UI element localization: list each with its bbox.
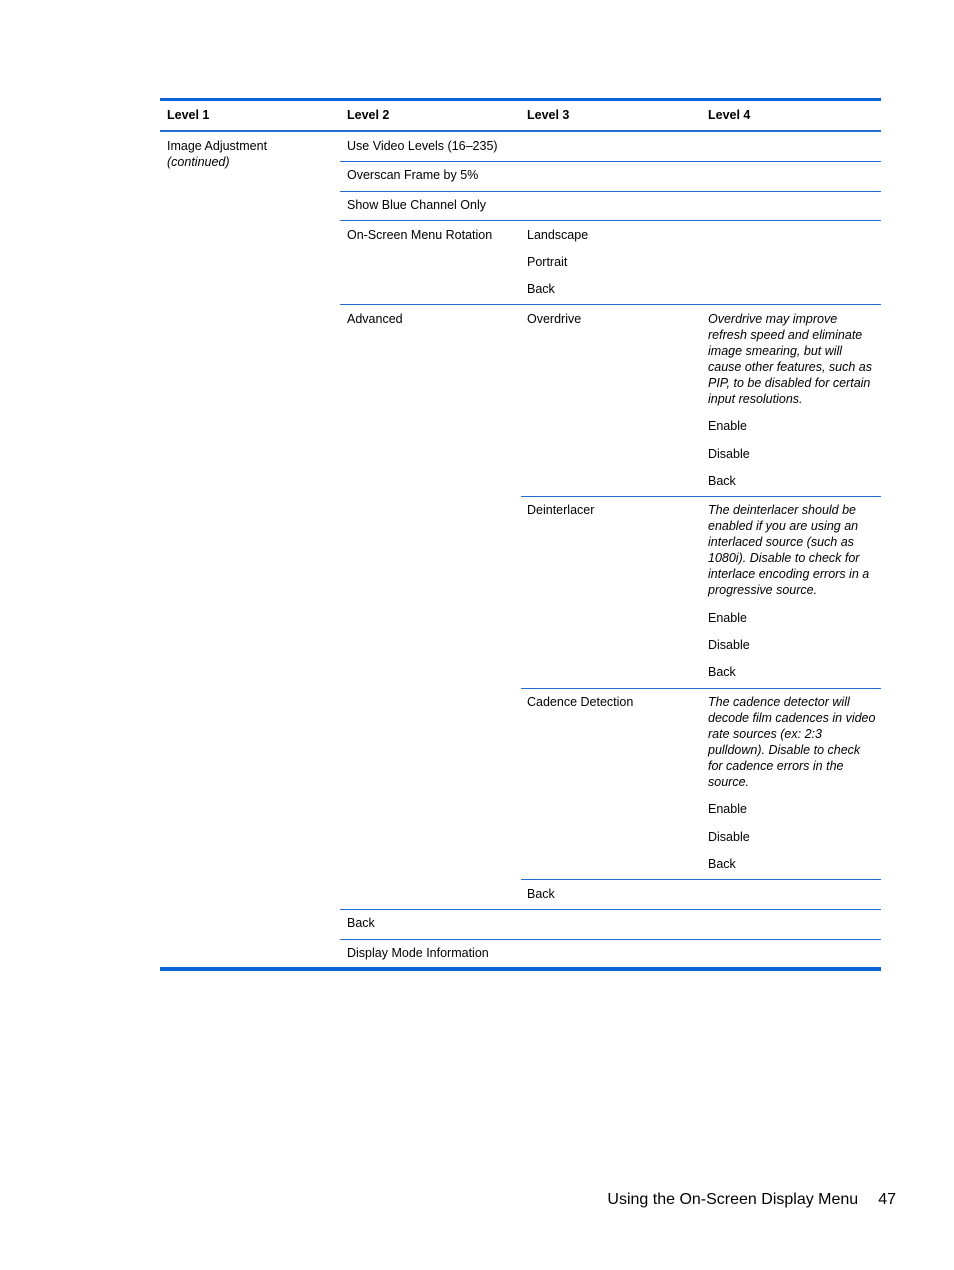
level2-overscan: Overscan Frame by 5% bbox=[347, 168, 479, 182]
cadence-note: The cadence detector will decode film cadences in video rate sources (ex: 2:3 pulldown). Disable to check for cadence errors in the source. bbox=[708, 695, 876, 789]
overdrive-enable: Enable bbox=[708, 419, 747, 433]
level1-image-adjustment: Image Adjustment bbox=[167, 139, 268, 153]
row-divider bbox=[340, 909, 881, 910]
cadence-disable: Disable bbox=[708, 830, 750, 844]
overdrive-back: Back bbox=[708, 474, 736, 488]
cadence-enable: Enable bbox=[708, 802, 747, 816]
level3-cadence-detection: Cadence Detection bbox=[527, 695, 634, 709]
row-divider bbox=[340, 191, 881, 192]
footer-title: Using the On-Screen Display Menu bbox=[607, 1191, 859, 1208]
row-divider bbox=[521, 496, 881, 497]
deinterlacer-back: Back bbox=[708, 665, 736, 679]
row-divider bbox=[340, 304, 881, 305]
level2-display-mode-info: Display Mode Information bbox=[347, 946, 489, 960]
level3-back: Back bbox=[527, 282, 555, 296]
level3-advanced-back: Back bbox=[527, 887, 555, 901]
row-divider bbox=[521, 688, 881, 689]
row-divider bbox=[340, 161, 881, 162]
row-divider bbox=[340, 220, 881, 221]
page-number: 47 bbox=[878, 1191, 896, 1208]
level3-portrait: Portrait bbox=[527, 255, 568, 269]
level2-blue-channel: Show Blue Channel Only bbox=[347, 198, 486, 212]
deinterlacer-disable: Disable bbox=[708, 638, 750, 652]
table-top-rule bbox=[160, 98, 881, 101]
row-divider bbox=[521, 879, 881, 880]
header-rule bbox=[160, 130, 881, 132]
level2-advanced: Advanced bbox=[347, 312, 403, 326]
header-level-2: Level 2 bbox=[347, 108, 390, 122]
row-divider bbox=[340, 939, 881, 940]
header-level-1: Level 1 bbox=[167, 108, 210, 122]
header-level-3: Level 3 bbox=[527, 108, 570, 122]
level2-menu-rotation: On-Screen Menu Rotation bbox=[347, 228, 493, 242]
overdrive-disable: Disable bbox=[708, 447, 750, 461]
deinterlacer-note: The deinterlacer should be enabled if you are using an interlaced source (such as 1080i). Disable to check for interlace encoding errors in a progressive source. bbox=[708, 503, 870, 597]
page-footer bbox=[607, 1191, 896, 1209]
level2-back: Back bbox=[347, 916, 375, 930]
table-bottom-rule bbox=[160, 967, 881, 971]
level3-deinterlacer: Deinterlacer bbox=[527, 503, 595, 517]
header-level-4: Level 4 bbox=[708, 108, 751, 122]
level2-use-video-levels: Use Video Levels (16–235) bbox=[347, 139, 498, 153]
cadence-back: Back bbox=[708, 857, 736, 871]
level3-overdrive: Overdrive bbox=[527, 312, 582, 326]
level3-landscape: Landscape bbox=[527, 228, 589, 242]
overdrive-note: Overdrive may improve refresh speed and eliminate image smearing, but will cause other features, such as PIP, to be disabled for certain input resolutions. bbox=[708, 312, 872, 406]
level1-continued: (continued) bbox=[167, 155, 230, 169]
deinterlacer-enable: Enable bbox=[708, 611, 747, 625]
